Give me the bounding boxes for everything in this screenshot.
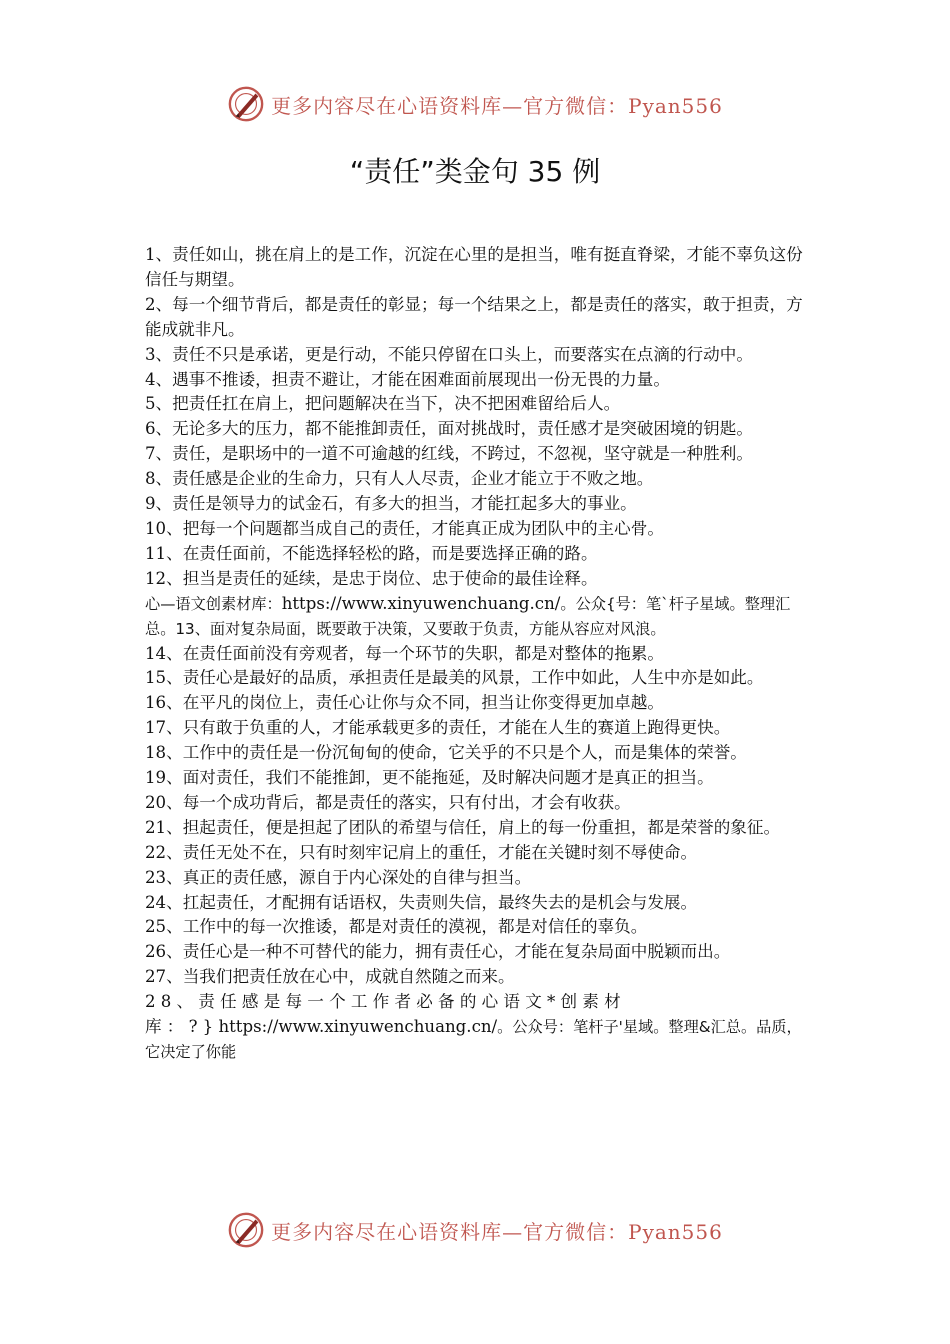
list-item: 12、担当是责任的延续，是忠于岗位、忠于使命的最佳诠释。 [145,568,598,588]
list-item: 9、责任是领导力的试金石，有多大的担当，才能扛起多大的事业。 [145,494,637,514]
watermark-link[interactable]: https://www.xinyuwenchuang.cn/ [281,593,561,613]
list-item: 1、责任如山，挑在肩上的是工作，沉淀在心里的是担当，唯有挺直脊梁，才能不辜负这份信任与期望。 [145,245,803,289]
list-item: 21、担起责任，便是担起了团队的希望与信任，肩上的每一份重担，都是荣誉的象征。 [145,817,781,837]
list-item: 17、只有敢于负重的人，才能承载更多的责任，才能在人生的赛道上跑得更快。 [145,718,731,738]
watermark-text: 28、责任感是每一个工作者必备的心语文*创素材库：?} [145,992,626,1037]
list-item: 18、工作中的责任是一份沉甸甸的使命，它关乎的不只是个人，而是集体的荣誉。 [145,743,747,763]
watermark-text: 。公众{号：笔`杆子星域。整理汇总。13、面对复杂局面，既要敢于决策，又要敢于负责，方能从容应对风浪。 [145,594,791,638]
list-item: 25、工作中的每一次推诿，都是对责任的漠视，都是对信任的辜负。 [145,917,648,937]
list-item: 26、责任心是一种不可替代的能力，拥有责任心，才能在复杂局面中脱颖而出。 [145,942,731,962]
list-item: 27、当我们把责任放在心中，成就自然随之而来。 [145,967,515,987]
list-item: 2、每一个细节背后，都是责任的彰显；每一个结果之上，都是责任的落实，敢于担责，方能成就非凡。 [145,294,803,339]
watermark-text: 。公众号：笔杆子'星域。整理&汇总。品质，它决定了你能 [145,1018,802,1061]
list-item: 23、真正的责任感，源自于内心深处的自律与担当。 [145,867,532,887]
quote-list [145,243,813,1065]
footer-banner[interactable] [0,1208,950,1252]
list-item: 24、扛起责任，才配拥有话语权，失责则失信，最终失去的是机会与发展。 [145,892,698,912]
list-item: 4、遇事不推诿，担责不避让，才能在困难面前展现出一份无畏的力量。 [145,369,670,389]
list-item: 3、责任不只是承诺，更是行动，不能只停留在口头上，而要落实在点滴的行动中。 [145,344,753,364]
pen-logo-icon [227,85,265,123]
list-item: 5、把责任扛在肩上，把问题解决在当下，决不把困难留给后人。 [145,394,621,414]
list-item: 14、在责任面前没有旁观者，每一个环节的失职，都是对整体的拖累。 [145,643,664,663]
footer-banner-text: 更多内容尽在心语资料库—官方微信：Pyan556 [271,1219,723,1244]
list-item: 10、把每一个问题都当成自己的责任，才能真正成为团队中的主心骨。 [145,518,664,538]
watermark-paragraph [145,990,813,1065]
pen-logo-icon [227,1211,265,1249]
list-item: 15、责任心是最好的品质，承担责任是最美的风景，工作中如此，人生中亦是如此。 [145,668,764,688]
watermark-paragraph [145,592,813,642]
list-item: 7、责任，是职场中的一道不可逾越的红线，不跨过，不忽视，坚守就是一种胜利。 [145,444,753,464]
list-item: 8、责任感是企业的生命力，只有人人尽责，企业才能立于不败之地。 [145,469,654,489]
list-item: 19、面对责任，我们不能推卸，更不能拖延，及时解决问题才是真正的担当。 [145,768,714,788]
watermark-link[interactable]: https://www.xinyuwenchuang.cn/ [218,1017,498,1037]
watermark-text: 心—语文创素材库： [145,594,282,613]
list-item: 6、无论多大的压力，都不能推卸责任，面对挑战时，责任感才是突破困境的钥匙。 [145,419,753,439]
list-item: 20、每一个成功背后，都是责任的落实，只有付出，才会有收获。 [145,792,631,812]
page-title: “责任”类金句 35 例 [349,155,601,188]
list-item: 11、在责任面前，不能选择轻松的路，而是要选择正确的路。 [145,543,598,563]
header-banner[interactable] [0,82,950,126]
list-item: 16、在平凡的岗位上，责任心让你与众不同，担当让你变得更加卓越。 [145,693,664,713]
header-banner-text: 更多内容尽在心语资料库—官方微信：Pyan556 [271,93,723,118]
list-item: 22、责任无处不在，只有时刻牢记肩上的重任，才能在关键时刻不辱使命。 [145,842,698,862]
